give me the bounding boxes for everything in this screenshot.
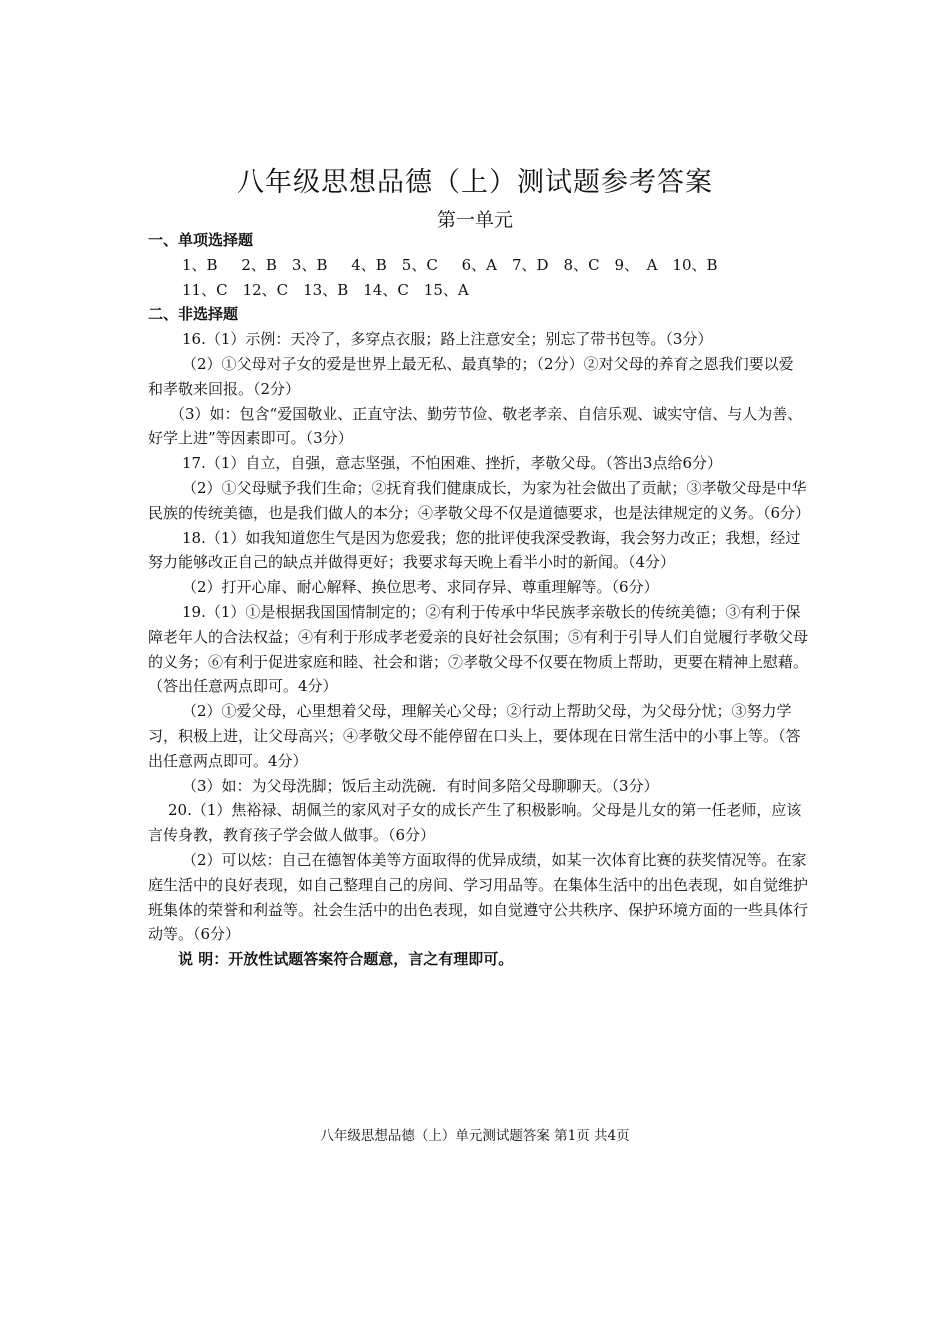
answer-20-2: （2）可以炫：自己在德智体美等方面取得的优异成绩，如某一次体育比赛的获奖情况等。在家庭生活中的良好表现，如自己整理自己的房间、学习用品等。在集体生活中的出色表现，如自觉维护班集体的荣誉和利益等。社会生活中的出色表现，如自觉遵守公共秩序、保护环境方面的一些具体行动等。（6分） [148, 850, 809, 944]
answer-19-3: （3）如：为父母洗脚；饭后主动洗碗．有时间多陪父母聊聊天。（3分） [182, 776, 659, 795]
answer-18-1: 18.（1）如我知道您生气是因为您爱我；您的批评使我深受教诲，我会努力改正；我想，经过努力能够改正自己的缺点并做得更好；我要求每天晚上看半小时的新闻。（4分） [148, 528, 801, 572]
answer-17-2: （2）①父母赋予我们生命；②抚育我们健康成长，为家为社会做出了贡献；③孝敬父母是中华民族的传统美德，也是我们做人的本分；④孝敬父母不仅是道德要求，也是法律规定的义务。（6分） [148, 478, 811, 522]
choice-answers-line-2: 11、C 12、C 13、B 14、C 15、A [182, 280, 469, 299]
answer-20-1: 20.（1）焦裕禄、胡佩兰的家风对子女的成长产生了积极影响。父母是儿女的第一任老师，应该言传身教，教育孩子学会做人做事。（6分） [148, 801, 802, 845]
answer-16-2: （2）①父母对子女的爱是世界上最无私、最真挚的；（2分）②对父母的养育之恩我们要以爱和孝敬来回报。（2分） [148, 354, 794, 398]
grading-note: 说 明：开放性试题答案符合题意，言之有理即可。 [178, 950, 514, 969]
answer-19-1: 19.（1）①是根据我国国情制定的；②有利于传承中华民族孝亲敬长的传统美德；③有利于保障老年人的合法权益；④有利于形成孝老爱亲的良好社会氛围；⑤有利于引导人们自觉履行孝敬父母的义务；⑥有利于促进家庭和睦、社会和谐；⑦孝敬父母不仅要在物质上帮助，更要在精神上慰藉。（答出任意两点即可。4分） [148, 602, 809, 696]
section-heading-open-questions: 二、非选择题 [148, 305, 239, 324]
page-footer: 八年级思想品德（上）单元测试题答案 第1页 共4页 [320, 1128, 630, 1144]
page-title: 八年级思想品德（上）测试题参考答案 [237, 167, 713, 198]
choice-answers-line-1: 1、B 2、B 3、B 4、B 5、C 6、A 7、D 8、C 9、 A 10、B [182, 255, 718, 274]
answer-16-1: 16.（1）示例：天冷了，多穿点衣服；路上注意安全；别忘了带书包等。（3分） [182, 330, 713, 349]
answer-17-1: 17.（1）自立，自强，意志坚强，不怕困难、挫折，孝敬父母。（答出3点给6分） [182, 454, 722, 473]
answer-body [148, 228, 811, 972]
answer-16-3: （3）如：包含“爱国敬业、正直守法、勤劳节俭、敬老孝亲、自信乐观、诚实守信、与人为善、好学上进”等因素即可。（3分） [148, 404, 803, 448]
answer-18-2: （2）打开心扉、耐心解释、换位思考、求同存异、尊重理解等。（6分） [182, 578, 659, 597]
unit-heading: 第一单元 [436, 209, 513, 231]
answer-19-2: （2）①爱父母，心里想着父母，理解关心父母；②行动上帮助父母，为父母分忧；③努力学习，积极上进，让父母高兴；④孝敬父母不能停留在口头上，要体现在日常生活中的小事上等。（答出任意两点即可。4分） [148, 702, 801, 770]
section-heading-multiple-choice: 一、单项选择题 [148, 231, 254, 249]
